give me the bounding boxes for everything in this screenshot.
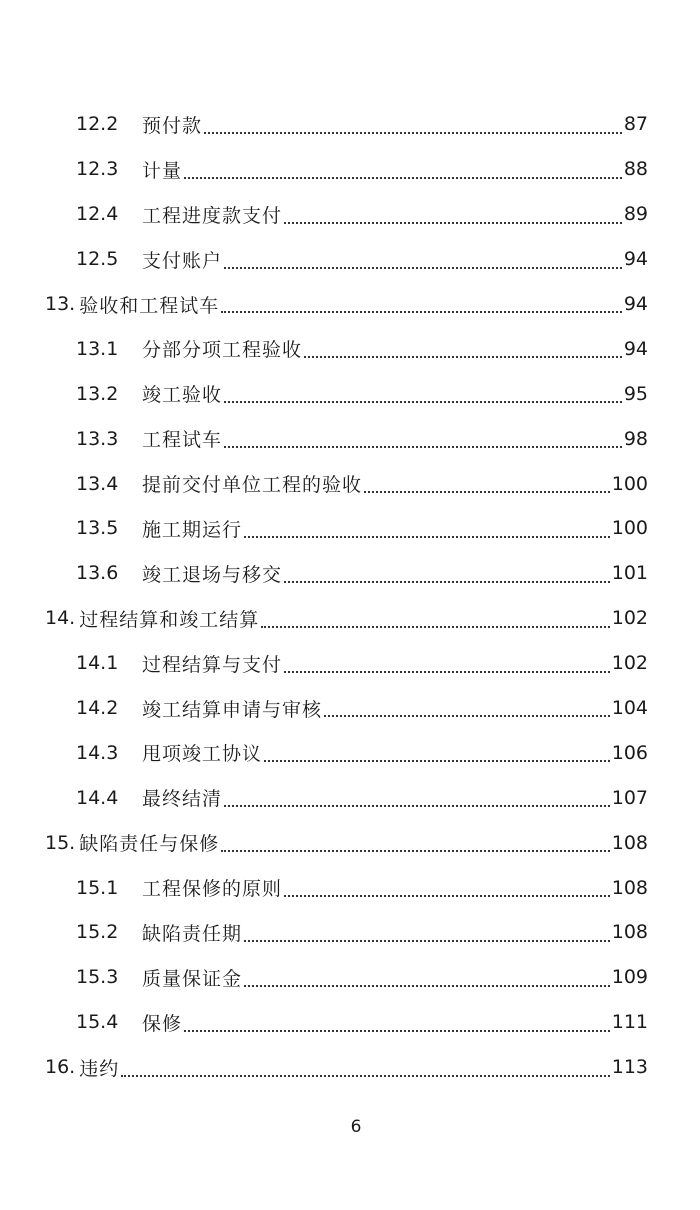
dot-leader (224, 805, 610, 807)
toc-entry-title: 预付款 (142, 114, 203, 137)
toc-entry-number: 13.1 (76, 337, 119, 360)
toc-entry-page: 108 (611, 831, 648, 854)
toc-entry-number: 16. (45, 1056, 76, 1079)
toc-entry-page: 113 (611, 1056, 648, 1079)
dot-leader (204, 132, 622, 134)
dot-leader (224, 446, 622, 448)
toc-entry[interactable] (0, 955, 700, 1000)
toc-entry[interactable] (0, 416, 700, 461)
toc-entry-title: 工程保修的原则 (142, 878, 283, 901)
toc-entry-number: 13.6 (76, 562, 119, 585)
dot-leader (224, 267, 622, 269)
toc-entry-title: 分部分项工程验收 (142, 339, 303, 362)
toc-entry-page: 101 (611, 562, 648, 585)
toc-entry-page: 98 (623, 427, 648, 450)
toc-entry-page: 100 (611, 517, 648, 540)
toc-entry-page: 94 (623, 337, 648, 360)
toc-entry-page: 111 (611, 1011, 648, 1034)
toc-entry-title: 竣工退场与移交 (142, 563, 283, 586)
toc-entry-page: 94 (623, 248, 648, 271)
toc-entry-number: 15. (45, 831, 76, 854)
toc-entry-title: 提前交付单位工程的验收 (142, 474, 363, 497)
dot-leader (221, 850, 610, 852)
toc-entry[interactable] (0, 686, 700, 731)
toc-entry-page: 102 (611, 652, 648, 675)
dot-leader (284, 895, 610, 897)
toc-entry[interactable] (0, 461, 700, 506)
toc-entry-page: 87 (623, 113, 648, 136)
toc-entry-number: 12.4 (76, 203, 119, 226)
toc-entry-page: 102 (611, 607, 648, 630)
toc-chapter-entry[interactable] (0, 820, 700, 865)
toc-entry-number: 14.4 (76, 786, 119, 809)
dot-leader (221, 311, 622, 313)
dot-leader (364, 491, 610, 493)
toc-entry-number: 15.2 (76, 921, 119, 944)
toc-entry-page: 109 (611, 966, 648, 989)
toc-entry-page: 95 (623, 382, 648, 405)
toc-entry-title: 支付账户 (142, 249, 223, 272)
toc-entry-title: 竣工结算申请与审核 (142, 698, 323, 721)
toc-entry[interactable] (0, 102, 700, 147)
table-of-contents (0, 102, 700, 1090)
dot-leader (261, 626, 610, 628)
toc-entry-title: 缺陷责任与保修 (79, 833, 220, 856)
toc-entry[interactable] (0, 192, 700, 237)
toc-entry-number: 13.3 (76, 427, 119, 450)
dot-leader (244, 985, 610, 987)
toc-entry-page: 108 (611, 921, 648, 944)
toc-entry-number: 14.1 (76, 652, 119, 675)
dot-leader (284, 581, 610, 583)
toc-entry-title: 工程进度款支付 (142, 204, 283, 227)
dot-leader (121, 1075, 610, 1077)
toc-entry-number: 13.4 (76, 472, 119, 495)
toc-entry-title: 缺陷责任期 (142, 922, 243, 945)
toc-chapter-entry[interactable] (0, 1045, 700, 1090)
dot-leader (324, 715, 610, 717)
dot-leader (284, 222, 622, 224)
page-number: 6 (350, 1117, 362, 1137)
toc-entry[interactable] (0, 371, 700, 416)
toc-entry-page: 88 (623, 158, 648, 181)
toc-entry-title: 验收和工程试车 (79, 294, 220, 317)
toc-entry[interactable] (0, 237, 700, 282)
dot-leader (284, 671, 610, 673)
toc-entry[interactable] (0, 326, 700, 371)
toc-entry-title: 保修 (142, 1012, 183, 1035)
toc-chapter-entry[interactable] (0, 282, 700, 327)
toc-entry[interactable] (0, 775, 700, 820)
dot-leader (184, 177, 622, 179)
toc-entry[interactable] (0, 147, 700, 192)
toc-entry-page: 100 (611, 472, 648, 495)
toc-entry-title: 施工期运行 (142, 518, 243, 541)
toc-entry-title: 违约 (79, 1057, 120, 1080)
toc-entry-title: 工程试车 (142, 429, 223, 452)
toc-entry-page: 107 (611, 786, 648, 809)
toc-entry-number: 14.3 (76, 741, 119, 764)
toc-entry-number: 15.1 (76, 876, 119, 899)
toc-entry-number: 15.3 (76, 966, 119, 989)
toc-entry-title: 过程结算与支付 (142, 653, 283, 676)
dot-leader (184, 1030, 610, 1032)
toc-chapter-entry[interactable] (0, 596, 700, 641)
toc-entry[interactable] (0, 730, 700, 775)
toc-entry[interactable] (0, 506, 700, 551)
toc-entry-number: 14.2 (76, 697, 119, 720)
toc-entry-title: 质量保证金 (142, 967, 243, 990)
toc-entry-number: 13. (45, 293, 76, 315)
toc-entry[interactable] (0, 865, 700, 910)
dot-leader (244, 940, 610, 942)
toc-entry-title: 过程结算和竣工结算 (79, 608, 260, 631)
toc-entry-number: 15.4 (76, 1011, 119, 1034)
dot-leader (244, 536, 610, 538)
toc-entry[interactable] (0, 551, 700, 596)
toc-entry-title: 竣工验收 (142, 384, 223, 407)
toc-entry-title: 计量 (142, 159, 183, 182)
toc-entry[interactable] (0, 1000, 700, 1045)
toc-entry-number: 13.2 (76, 382, 119, 405)
toc-entry-page: 104 (611, 697, 648, 720)
toc-entry-number: 12.3 (76, 158, 119, 181)
dot-leader (224, 401, 622, 403)
toc-entry[interactable] (0, 641, 700, 686)
dot-leader (264, 760, 610, 762)
toc-entry-number: 12.5 (76, 248, 119, 271)
toc-entry-page: 108 (611, 876, 648, 899)
dot-leader (304, 356, 622, 358)
toc-entry-number: 14. (45, 607, 76, 630)
toc-entry-title: 甩项竣工协议 (142, 743, 263, 766)
toc-entry[interactable] (0, 910, 700, 955)
toc-entry-number: 12.2 (76, 113, 119, 136)
toc-entry-title: 最终结清 (142, 788, 223, 811)
toc-entry-page: 106 (611, 741, 648, 764)
toc-entry-page: 94 (623, 293, 648, 315)
toc-entry-number: 13.5 (76, 517, 119, 540)
toc-entry-page: 89 (623, 203, 648, 226)
